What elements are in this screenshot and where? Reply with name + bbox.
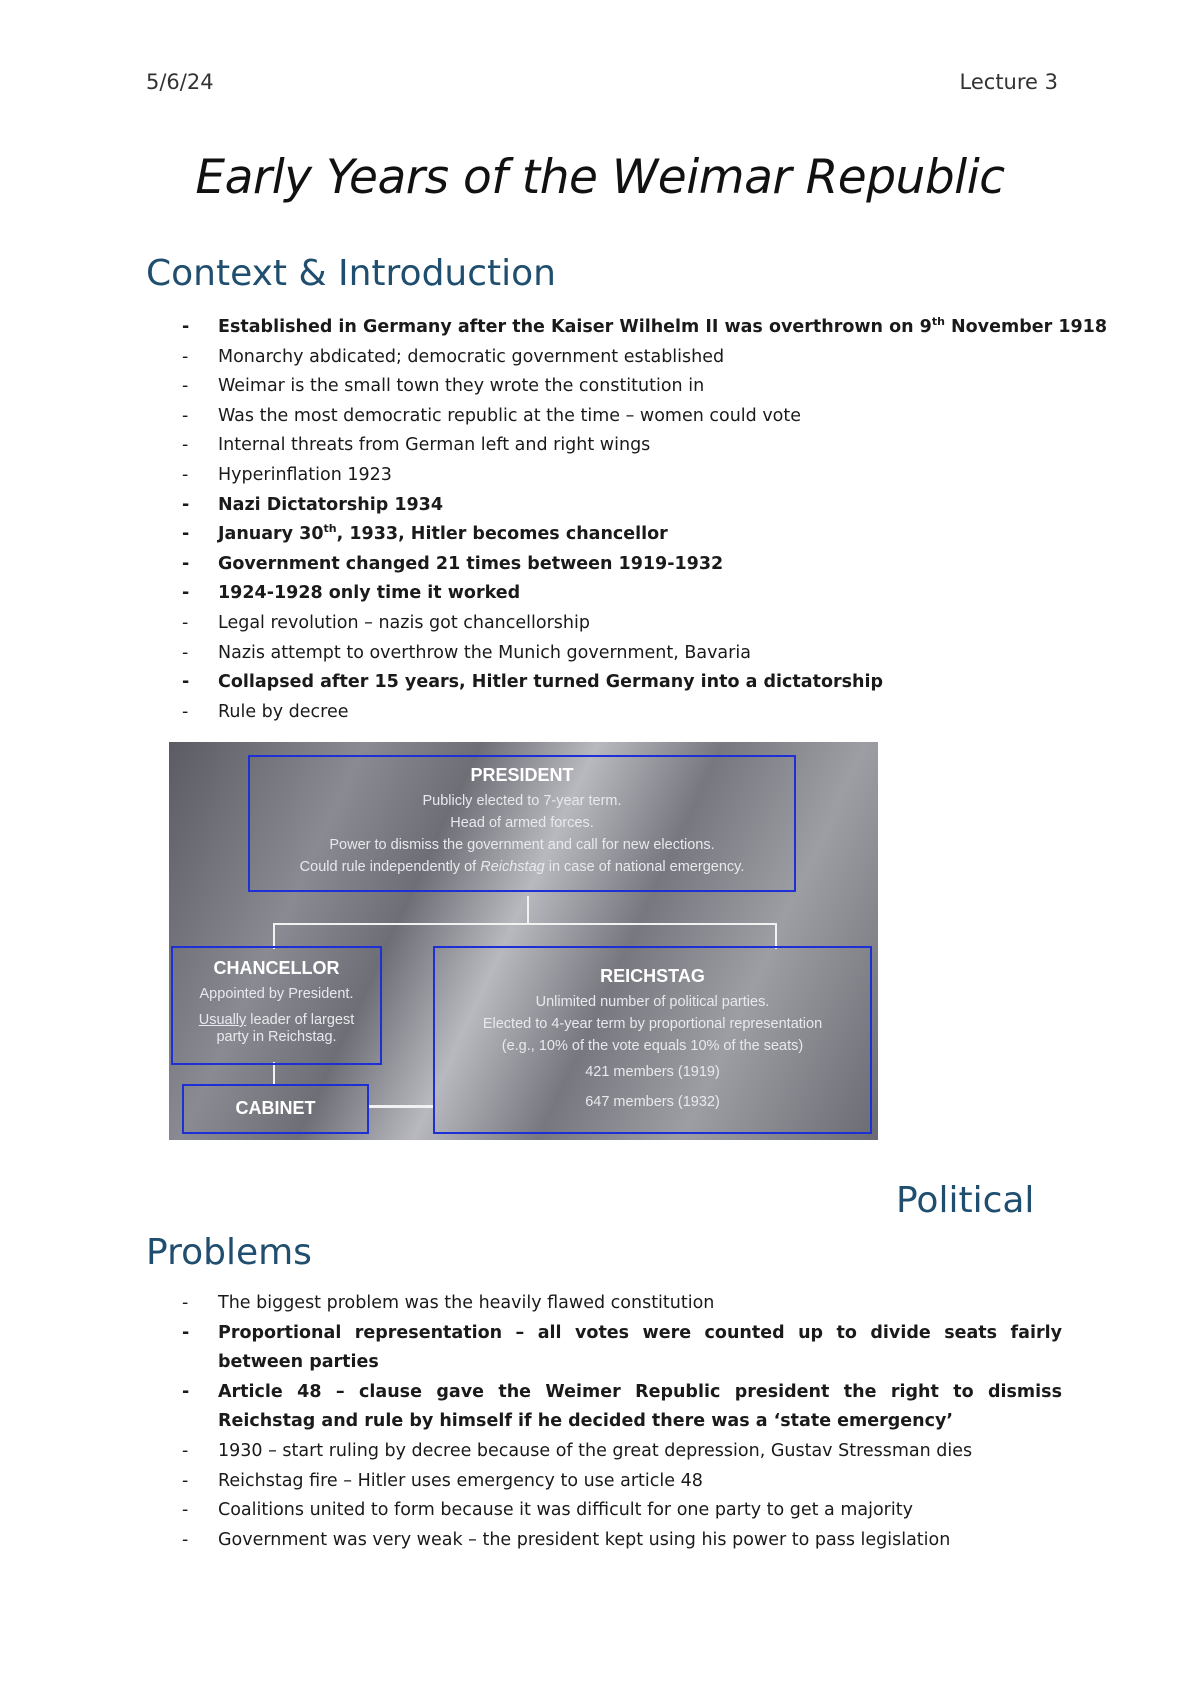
section-heading-context: Context & Introduction [146, 253, 556, 294]
reichstag-line: 647 members (1932) [585, 1094, 720, 1110]
chancellor-line: party in Reichstag. [216, 1029, 337, 1045]
list-item: - Collapsed after 15 years, Hitler turned Germany into a dictatorship [182, 668, 1062, 698]
list-item: - Internal threats from German left and right wings [182, 431, 1062, 461]
reichstag-line: Elected to 4-year term by proportional representation [482, 1016, 823, 1032]
chancellor-box [171, 946, 382, 1065]
list-item: - Weimar is the small town they wrote the constitution in [182, 372, 1062, 402]
connector-line [527, 896, 529, 924]
reichstag-line: Unlimited number of political parties. [535, 994, 770, 1010]
list-item: - Established in Germany after the Kaiser Wilhelm II was overthrown on 9th November 1918 [182, 313, 1062, 343]
chancellor-line: Usually leader of largest [198, 1012, 355, 1028]
list-item: - Article 48 – clause gave the Weimer Republic president the right to dismiss Reichstag and rule by himself if he decided there was a ‘state emergency’ [182, 1378, 1062, 1437]
chancellor-title: CHANCELLOR [213, 958, 340, 978]
list-item: - Rule by decree [182, 698, 1062, 728]
list-item: - Government changed 21 times between 1919-1932 [182, 550, 1062, 580]
document-title: Early Years of the Weimar Republic [195, 150, 1005, 205]
list-item: - January 30th, 1933, Hitler becomes chancellor [182, 520, 1062, 550]
list-item: - Nazi Dictatorship 1934 [182, 491, 1062, 521]
reichstag-title: REICHSTAG [600, 966, 705, 986]
president-line: Power to dismiss the government and call for new elections. [329, 837, 715, 853]
reichstag-line: 421 members (1919) [585, 1064, 720, 1080]
cabinet-title: CABINET [235, 1098, 316, 1118]
problems-bullet-list [182, 1289, 1062, 1555]
weimar-constitution-diagram [169, 742, 878, 1140]
connector-line [273, 1062, 275, 1084]
section-heading-political: Political [896, 1180, 1035, 1221]
list-item: - 1924-1928 only time it worked [182, 579, 1062, 609]
list-item: - Coalitions united to form because it was difficult for one party to get a majority [182, 1496, 1062, 1526]
list-item: - Hyperinflation 1923 [182, 461, 1062, 491]
connector-line [369, 1105, 433, 1108]
header-lecture: Lecture 3 [959, 70, 1058, 94]
list-item: - Proportional representation – all votes were counted up to divide seats fairly between parties [182, 1319, 1062, 1378]
president-line: Could rule independently of Reichstag in case of national emergency. [299, 859, 745, 875]
list-item: - Reichstag fire – Hitler uses emergency to use article 48 [182, 1467, 1062, 1497]
list-item: - The biggest problem was the heavily flawed constitution [182, 1289, 1062, 1319]
reichstag-box [433, 946, 872, 1134]
list-item: - Monarchy abdicated; democratic government established [182, 343, 1062, 373]
president-box [248, 755, 796, 892]
context-bullet-list [182, 313, 1108, 727]
list-item: - Government was very weak – the president kept using his power to pass legislation [182, 1526, 1062, 1556]
list-item: - 1930 – start ruling by decree because of the great depression, Gustav Stressman dies [182, 1437, 1062, 1467]
president-line: Publicly elected to 7-year term. [422, 793, 622, 809]
list-item: - Was the most democratic republic at the time – women could vote [182, 402, 1062, 432]
connector-line [273, 923, 777, 925]
cabinet-box [182, 1084, 369, 1134]
list-item: - Nazis attempt to overthrow the Munich government, Bavaria [182, 639, 1062, 669]
president-line: Head of armed forces. [450, 815, 594, 831]
list-item: - Legal revolution – nazis got chancellorship [182, 609, 1062, 639]
chancellor-line: Appointed by President. [199, 986, 354, 1002]
reichstag-line: (e.g., 10% of the vote equals 10% of the seats) [501, 1038, 804, 1054]
header-date: 5/6/24 [146, 70, 214, 94]
president-title: PRESIDENT [470, 765, 574, 785]
section-heading-problems: Problems [146, 1232, 312, 1273]
